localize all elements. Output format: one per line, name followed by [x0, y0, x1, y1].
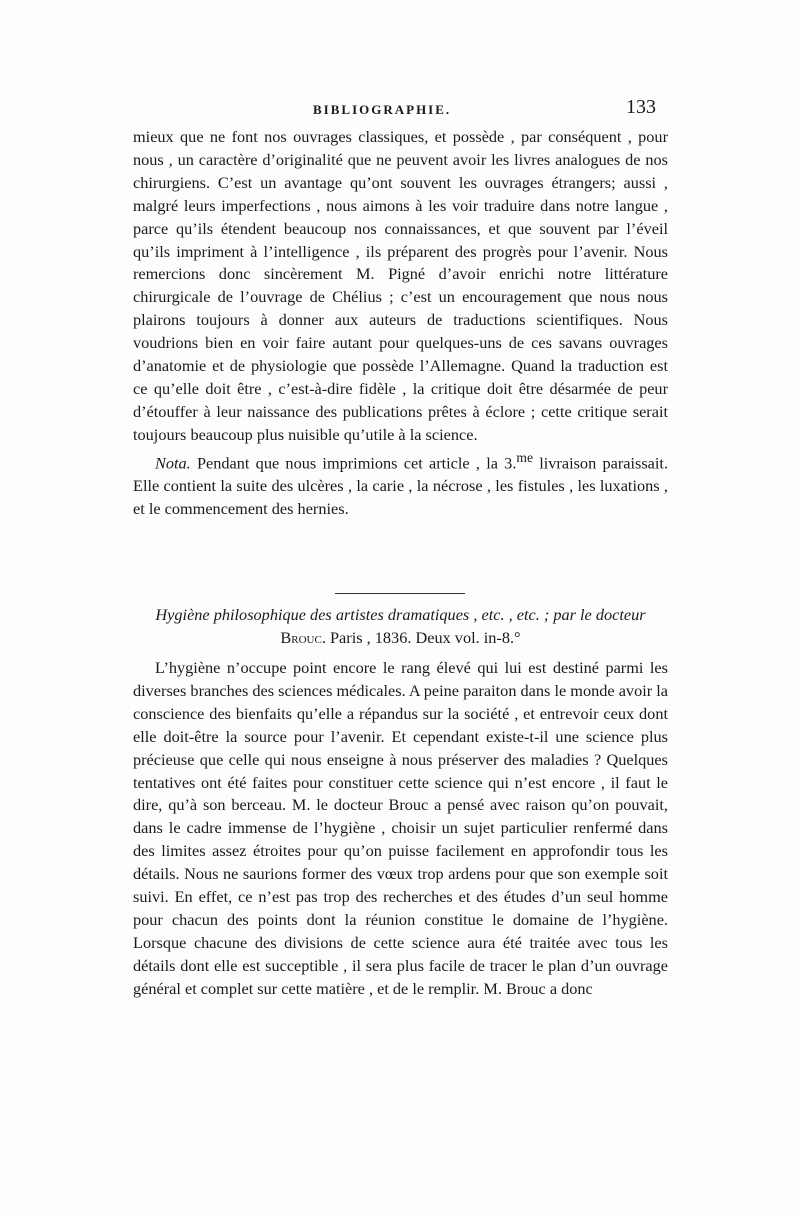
review-heading [133, 604, 668, 649]
nota-text-end: livraison paraissait. Elle contient la suite des ulcères , la carie , la nécrose , les fistules , les luxations , et le commencement des hernies. [133, 453, 669, 518]
running-head: BIBLIOGRAPHIE. [313, 102, 452, 117]
review-paragraph: L’hygiène n’occupe point encore le rang élevé qui lui est destiné parmi les diverses branches des sciences médicales. A peine paraiton dans le monde avoir la conscience des bienfaits qu’elle a répandus sur la société , et entrevoir ceux dont elle doit-être la source pour l’avenir. Et cependant existe-t-il une science plus précieuse que celle qui nous enseigne à nous préserver des maladies ? Quelques tentatives ont été faites pour constituer cette science qui n’est encore , il faut le dire, qu’à son berceau. M. le docteur Brouc a pensé avec raison qu’on pouvait, dans le cadre immense de l’hygiène , choisir un sujet particulier renfermé dans des limites assez étroites pour qu’on puisse facilement en approfondir tous les détails. Nous ne saurions former des vœux trop ardens pour que son exemple soit suivi. En effet, ce n’est pas trop des recherches et des études d’un seul homme pour chacun des points dont la réunion constitue le domaine de l’hygiène. Lorsque chacune des divisions de cette science aura été traitée avec tous les détails dont elle est succeptible , il sera plus facile de tracer le plan d’un ouvrage général et complet sur cette matière , et de le remplir. M. Brouc a donc [133, 658, 668, 998]
section-divider [335, 593, 465, 594]
nota-text-start: Pendant que nous imprimions cet article , la 3. [190, 453, 517, 473]
continued-review-text [133, 126, 668, 521]
page-number: 133 [626, 96, 656, 118]
continuation-paragraph: mieux que ne font nos ouvrages classiques, et possède , par conséquent , pour nous , un caractère d’originalité que ne peuvent avoir les livres analogues de nos chirurgiens. C’est un avantage qu’ont souvent les ouvrages étrangers; aussi , malgré leurs imperfections , nous aimons à les voir traduire dans notre langue , parce qu’ils étendent beaucoup nos connaissances, et que souvent par l’éveil qu’ils impriment à l’intelligence , ils préparent des progrès pour l’avenir. Nous remercions donc sincèrement M. Pigné d’avoir enrichi notre littérature chirurgicale de l’ouvrage de Chélius ; c’est un encouragement que nous nous plairons toujours à donner aux auteurs de traductions scientifiques. Nous voudrions bien en voir faire autant pour quelques-uns de ces savans ouvrages d’anatomie et de physiologie que possède l’Allemagne. Quand la traduction est ce qu’elle doit être , c’est-à-dire fidèle , la critique doit être désarmée de peur d’étouffer à leur naissance des publications prêtes à éclore ; cette critique serait toujours beaucoup plus nuisible qu’utile à la science. [133, 127, 668, 444]
nota-label: Nota. [155, 453, 191, 473]
review-title: Hygiène philosophique des artistes dramatiques , etc. , etc. ; par le docteur [155, 605, 646, 624]
nota-paragraph [133, 447, 668, 521]
page-header [133, 96, 668, 122]
review-imprint: Paris , 1836. Deux vol. in-8.° [325, 627, 521, 647]
nota-superscript: me [516, 449, 533, 465]
review-author: Brouc. [280, 627, 326, 647]
review-body [133, 657, 668, 1001]
